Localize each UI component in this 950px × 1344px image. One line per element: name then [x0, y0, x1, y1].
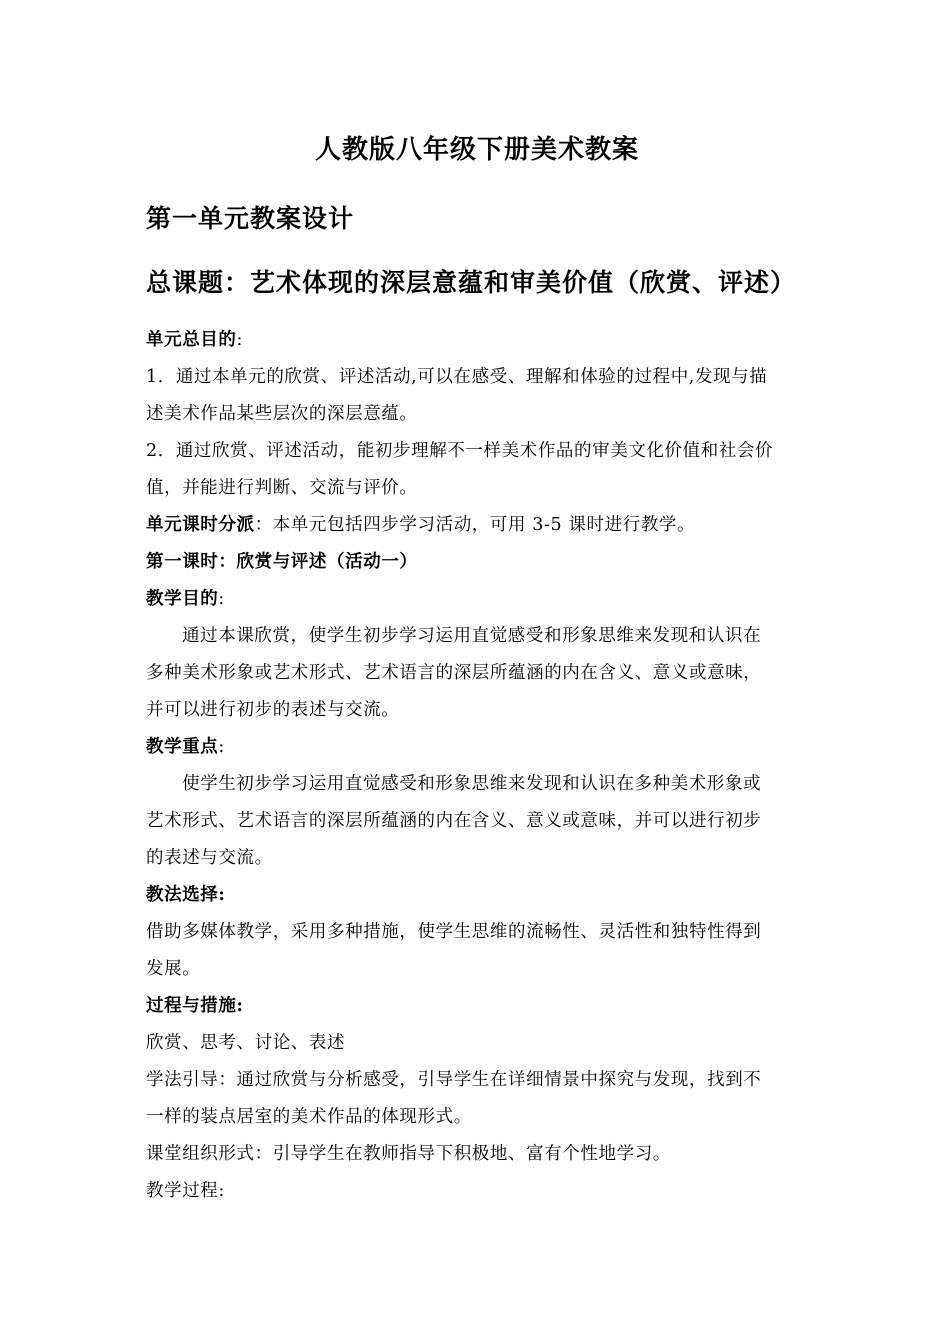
goal-1-line-2: 述美术作品某些层次的深层意蕴。	[146, 404, 418, 424]
key-point-line-1: 使学生初步学习运用直觉感受和形象思维来发现和认识在多种美术形象或	[182, 774, 762, 794]
key-point-colon: :	[218, 737, 225, 757]
teaching-goal-line-2: 多种美术形象或艺术形式、艺术语言的深层所蕴涵的内在含义、意义或意味，	[146, 663, 762, 683]
main-topic-heading: 总课题：艺术体现的深层意蕴和审美价值（欣赏、评述）	[146, 268, 797, 297]
process-text: 欣赏、思考、讨论、表述	[146, 1033, 346, 1053]
teaching-goal-colon: :	[218, 589, 225, 609]
method-label: 教法选择:	[146, 885, 226, 905]
unit-hours-text: ：本单元包括四步学习活动，可用 3-5 课时进行教学。	[254, 515, 696, 535]
unit-hours-line	[146, 507, 808, 544]
unit-goal-label: 单元总目的	[146, 330, 237, 350]
goal-2-line-2: 值，并能进行判断、交流与评价。	[146, 478, 418, 498]
teaching-process-label: 教学过程:	[146, 1181, 225, 1201]
goal-2-line-1: 2．通过欣赏、评述活动，能初步理解不一样美术作品的审美文化价值和社会价	[146, 441, 774, 461]
teaching-goal-line-3: 并可以进行初步的表述与交流。	[146, 700, 400, 720]
key-point-label-line	[146, 729, 808, 766]
goal-1-line-1: 1．通过本单元的欣赏、评述活动,可以在感受、理解和体验的过程中,发现与描	[146, 367, 768, 387]
method-line-2: 发展。	[146, 959, 201, 979]
teaching-goal-label-line	[146, 581, 808, 618]
teaching-goal-line-1: 通过本课欣赏，使学生初步学习运用直觉感受和形象思维来发现和认识在	[182, 626, 762, 646]
unit-hours-label: 单元课时分派	[146, 515, 255, 535]
guidance-line-2: 一样的装点居室的美术作品的体现形式。	[146, 1107, 472, 1127]
lesson-1-heading: 第一课时：欣赏与评述（活动一）	[146, 552, 418, 572]
unit-heading: 第一单元教案设计	[146, 204, 355, 233]
unit-goal-colon: :	[236, 330, 243, 350]
teaching-goal-label: 教学目的	[146, 589, 219, 609]
unit-goal-label-line	[146, 322, 808, 359]
key-point-line-3: 的表述与交流。	[146, 848, 273, 868]
method-line-1: 借助多媒体教学，采用多种措施，使学生思维的流畅性、灵活性和独特性得到	[146, 922, 762, 942]
guidance-line-1: 学法引导：通过欣赏与分析感受，引导学生在详细情景中探究与发现，找到不	[146, 1070, 762, 1090]
process-label: 过程与措施:	[146, 996, 244, 1016]
class-form-text: 课堂组织形式：引导学生在教师指导下积极地、富有个性地学习。	[146, 1144, 671, 1164]
key-point-line-2: 艺术形式、艺术语言的深层所蕴涵的内在含义、意义或意味，并可以进行初步	[146, 811, 762, 831]
document-title: 人教版八年级下册美术教案	[314, 135, 639, 165]
document-body	[146, 128, 808, 1210]
key-point-label: 教学重点	[146, 737, 219, 757]
